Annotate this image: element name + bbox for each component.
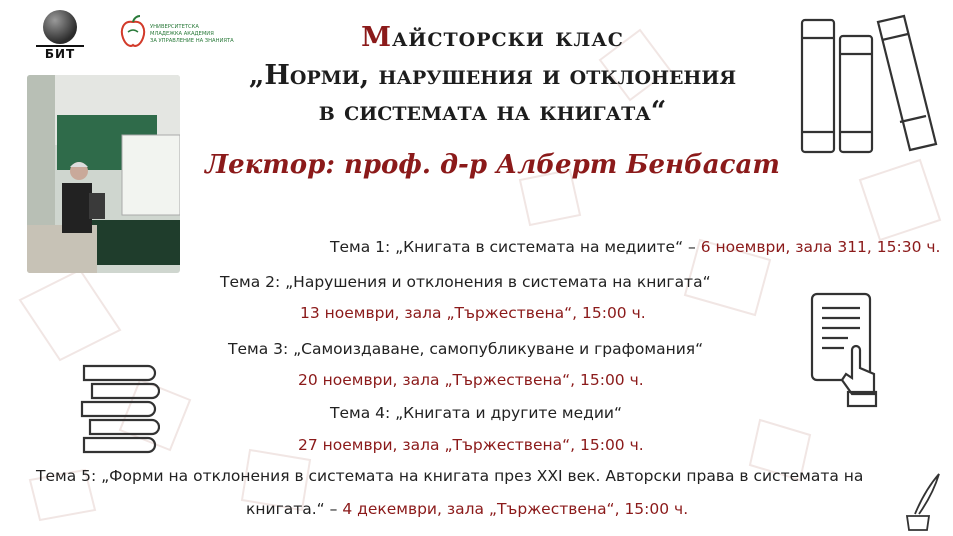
subtitle-line-1: „Норми, нарушения и отклонения: [248, 60, 737, 91]
topic-3-title: Тема 3: „Самоиздаване, самопубликуване и графомания“: [228, 340, 704, 358]
topic-2-details: 13 ноември, зала „Тържествена“, 15:00 ч.: [300, 304, 646, 322]
book-stack-icon: [78, 358, 160, 454]
topic-5-continued: [246, 500, 866, 518]
page-title: [180, 22, 805, 53]
topic-4-details: 27 ноември, зала „Тържествена“, 15:00 ч.: [298, 436, 644, 454]
lecturer-name: Лектор: проф. д-р Алберт Бенбасат: [205, 150, 780, 180]
bit-logo-sphere: [43, 10, 77, 44]
bit-logo: [36, 10, 84, 60]
topic-1-title: Тема 1: „Книгата в системата на медиите“ –: [330, 238, 701, 256]
topic-5-title-end: книгата.“ –: [246, 500, 343, 518]
topic-5-details: 4 декември, зала „Тържествена“, 15:00 ч.: [342, 500, 689, 518]
bit-logo-text: БИТ: [36, 45, 84, 61]
title-rest: айсторски клас: [391, 22, 624, 53]
subtitle-line-2: в системата на книгата“: [318, 96, 667, 127]
quill-inkwell-icon: [903, 470, 943, 532]
ereader-hand-icon: [808, 292, 884, 408]
topic-3-details: 20 ноември, зала „Тържествена“, 15:00 ч.: [298, 371, 644, 389]
title-first-letter: М: [361, 22, 392, 53]
books-upright-icon: [796, 10, 946, 158]
academy-logo-line: УНИВЕРСИТЕТСКА: [150, 24, 199, 30]
topic-1: [330, 238, 941, 256]
academy-logo-line: ЗА УПРАВЛЕНИЕ НА ЗНАНИЯТА: [150, 38, 234, 44]
academy-logo-line: МЛАДЕЖКА АКАДЕМИЯ: [150, 31, 214, 37]
lecturer-photo: [27, 75, 180, 273]
topic-1-details: 6 ноември, зала 311, 15:30 ч.: [700, 238, 941, 256]
topic-4-title: Тема 4: „Книгата и другите медии“: [330, 404, 623, 422]
topic-2-title: Тема 2: „Нарушения и отклонения в системата на книгата“: [220, 273, 711, 291]
academy-apple-icon: [118, 14, 148, 50]
topic-5-title: Тема 5: „Форми на отклонения в системата на книгата през XXI век. Авторски права в системата на: [36, 467, 864, 485]
